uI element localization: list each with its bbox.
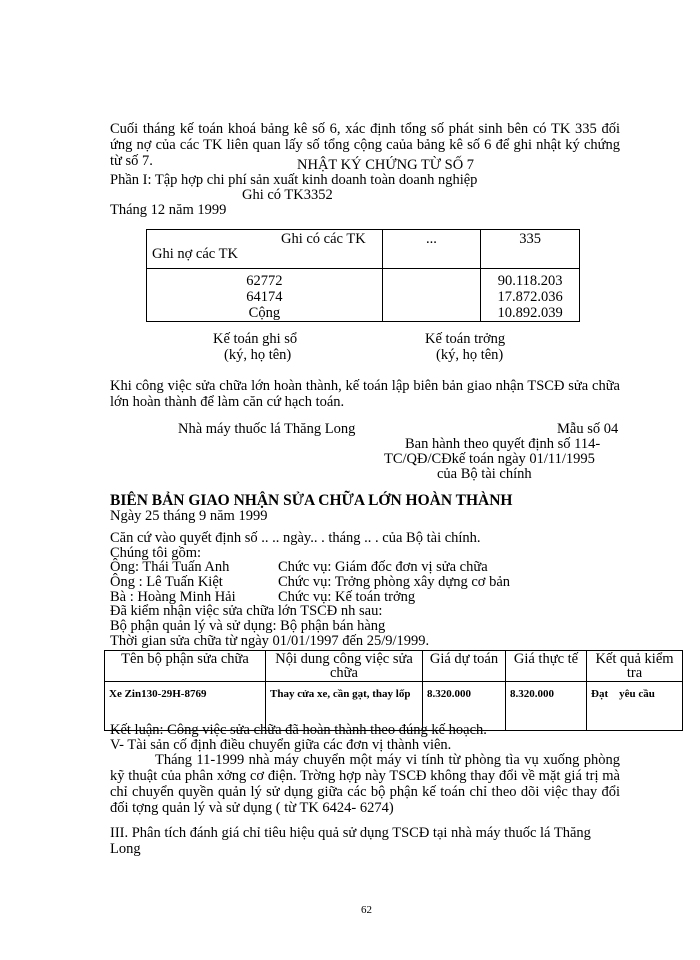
minutes-period: Thời gian sửa chữa từ ngày 01/01/1997 đến 25/9/1999. — [110, 633, 430, 649]
person-name: Bà : Hoàng Minh Hải — [110, 589, 236, 605]
repair-table — [104, 650, 683, 731]
journal-credit: Ghi có TK3352 — [242, 187, 333, 203]
repair-header-cell: Nội dung công việc sửa chữa — [266, 651, 423, 682]
form-issued-line-3: của Bộ tài chính — [437, 466, 532, 482]
journal-month: Tháng 12 năm 1999 — [110, 202, 227, 218]
signature-right-sub: (ký, họ tên) — [436, 347, 504, 363]
intro-paragraph: Cuối tháng kế toán khoá bảng kê số 6, xác định tổng số phát sinh bên có TK 335 đối ứng nợ của các TK liên quan lấy số tổng cộng caủa bảng kê số 6 để ghi nhật ký chứng từ số 7. — [110, 121, 620, 169]
form-number: Mẫu số 04 — [557, 421, 619, 437]
ledger-accounts-cell — [147, 269, 383, 322]
minutes-dept: Bộ phận quản lý và sử dụng: Bộ phận bán hàng — [110, 618, 386, 634]
conclusion: Kết luận: Công việc sửa chữa đã hoàn thành theo đúng kế hoạch. — [110, 722, 487, 738]
signature-right-title: Kế toán trởng — [425, 331, 506, 347]
ledger-amount: 10.892.039 — [497, 305, 563, 321]
ledger-header-row — [147, 230, 580, 269]
ledger-dots-cell — [382, 269, 480, 322]
signature-left-title: Kế toán ghi sổ — [213, 331, 298, 347]
repair-header-cell: Kết quả kiểm tra — [587, 651, 683, 682]
factory-name: Nhà máy thuốc lá Thăng Long — [178, 421, 356, 437]
ledger-head-account: 335 — [481, 230, 580, 269]
ledger-head-credit: Ghi có các TK — [281, 231, 366, 247]
paragraph-handover: Khi công việc sửa chữa lớn hoàn thành, kế toán lập biên bản giao nhận TSCĐ sửa chữa lớn hoàn thành để làm căn cứ hạch toán. — [110, 378, 620, 410]
minutes-basis: Căn cứ vào quyết định số .. .. ngày.. . tháng .. . của Bộ tài chính. — [110, 530, 481, 546]
section-v-heading: V- Tài sản cố định điều chuyển giữa các đơn vị thành viên. — [110, 737, 452, 753]
minutes-date: Ngày 25 tháng 9 năm 1999 — [110, 508, 268, 524]
repair-header-row — [105, 651, 683, 682]
ledger-account: Cộng — [248, 305, 281, 321]
repair-cell: Xe Zin130-29H-8769 — [105, 682, 266, 731]
repair-cell: 8.320.000 — [423, 682, 506, 731]
repair-cell: Đạt yêu cầu — [587, 682, 683, 731]
ledger-table — [146, 229, 580, 322]
form-issued-line-2: TC/QĐ/CĐkế toán ngày 01/11/1995 — [384, 451, 595, 467]
person-role: Chức vụ: Trởng phòng xây dựng cơ bản — [278, 574, 511, 590]
person-role: Chức vụ: Giám đốc đơn vị sửa chữa — [278, 559, 488, 575]
page-number: 62 — [361, 904, 372, 916]
ledger-amount: 17.872.036 — [497, 289, 563, 305]
form-issued-line-1: Ban hành theo quyết định số 114- — [405, 436, 601, 452]
minutes-we: Chúng tôi gồm: — [110, 545, 202, 561]
person-name: Ông: Thái Tuấn Anh — [110, 559, 230, 575]
ledger-account: 62772 — [246, 273, 283, 289]
section-iii-heading: III. Phân tích đánh giá chỉ tiêu hiệu quả sử dụng TSCĐ tại nhà máy thuốc lá Thăng Long — [110, 825, 591, 857]
repair-cell: Thay cửa xe, cần gạt, thay lốp — [266, 682, 423, 731]
ledger-amount: 90.118.203 — [497, 273, 563, 289]
ledger-head-cell — [147, 230, 383, 269]
signature-left-sub: (ký, họ tên) — [224, 347, 292, 363]
ledger-amounts-cell — [481, 269, 580, 322]
repair-cell: 8.320.000 — [506, 682, 587, 731]
ledger-body-row — [147, 269, 580, 322]
repair-header-cell: Giá thực tế — [506, 651, 587, 682]
person-name: Ông : Lê Tuấn Kiệt — [110, 574, 223, 590]
journal-part: Phần I: Tập hợp chi phí sản xuất kinh doanh toàn doanh nghiệp — [110, 172, 478, 188]
paragraph-transfer: Tháng 11-1999 nhà máy chuyển một máy vi tính từ phòng tìa vụ xuống phòng kỹ thuật của phân xởng cơ điện. Trờng hợp này TSCĐ không thay đổi về mặt giá trị mà chỉ chuyển quyền quản lý sử dụng giữa các bộ phận kế toán chỉ theo dõi việc thay đổi đối tợng quản lý và sử dụng ( từ TK 6424- 6274) — [110, 752, 620, 816]
repair-header-cell: Giá dự toán — [423, 651, 506, 682]
person-role: Chức vụ: Kế toán trởng — [278, 589, 416, 605]
minutes-checked: Đã kiểm nhận việc sửa chữa lớn TSCĐ nh sau: — [110, 603, 383, 619]
ledger-account: 64174 — [246, 289, 283, 305]
minutes-title: BIÊN BẢN GIAO NHẬN SỬA CHỮA LỚN HOÀN THÀNH — [110, 492, 513, 509]
ledger-head-dots: ... — [382, 230, 480, 269]
ledger-head-debit: Ghi nợ các TK — [152, 246, 238, 262]
journal-title: NHẬT KÝ CHỨNG TỪ SỐ 7 — [297, 157, 475, 173]
repair-header-cell: Tên bộ phận sửa chữa — [105, 651, 266, 682]
